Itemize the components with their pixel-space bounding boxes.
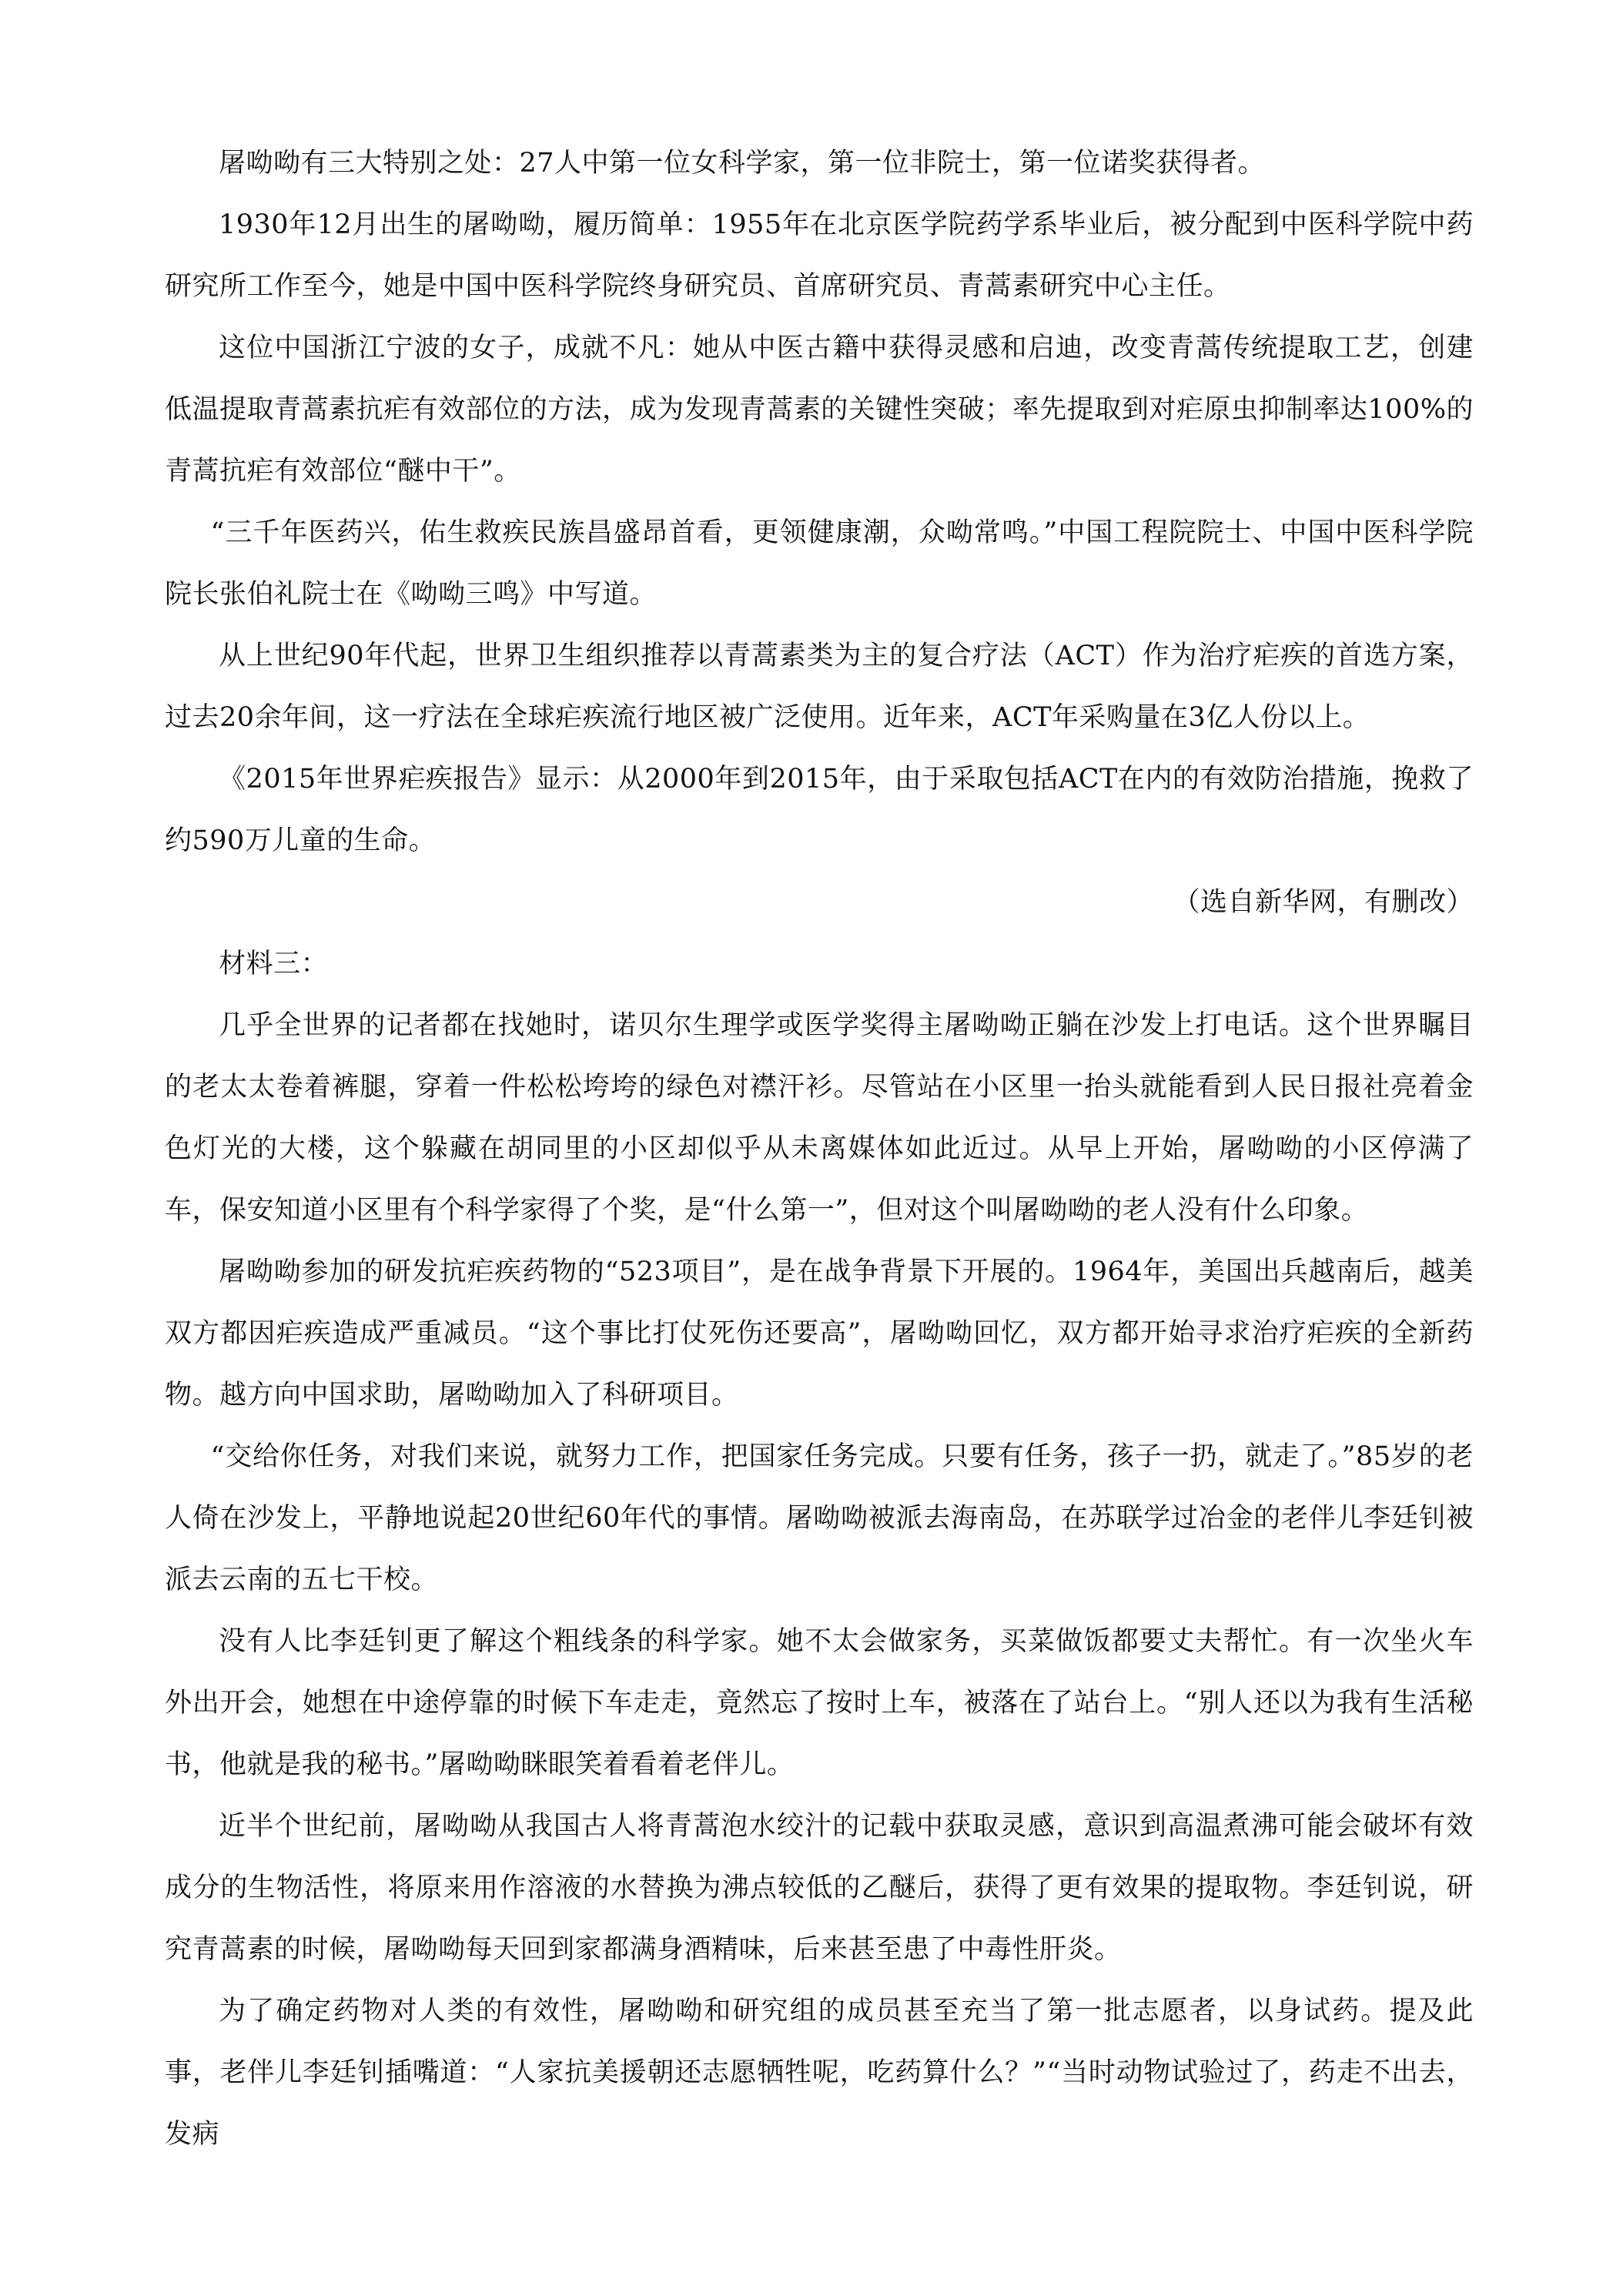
paragraph-volunteers: 为了确定药物对人类的有效性，屠呦呦和研究组的成员甚至充当了第一批志愿者，以身试药。提及此事，老伴儿李廷钊插嘴道：“人家抗美援朝还志愿牺牲呢，吃药算什么？”“当时动物试验过了，药走不出去，发病 <box>165 1996 1474 2150</box>
paragraph-three-firsts: 屠呦呦有三大特别之处：27人中第一位女科学家，第一位非院士，第一位诺奖获得者。 <box>219 148 1266 179</box>
paragraph-inspiration: 近半个世纪前，屠呦呦从我国古人将青蒿泡水绞汁的记载中获取灵感，意识到高温煮沸可能会破坏有效成分的生物活性，将原来用作溶液的水替换为沸点较低的乙醚后，获得了更有效果的提取物。李廷钊说，研究青蒿素的时候，屠呦呦每天回到家都满身酒精味，后来甚至患了中毒性肝炎。 <box>165 1811 1474 1965</box>
paragraph-act-therapy: 从上世纪90年代起，世界卫生组织推荐以青蒿素类为主的复合疗法（ACT）作为治疗疟疾的首选方案，过去20余年间，这一疗法在全球疟疾流行地区被广泛使用。近年来，ACT年采购量在3亿人份以上。 <box>165 641 1474 733</box>
paragraph-malaria-report: 《2015年世界疟疾报告》显示：从2000年到2015年，由于采取包括ACT在内的有效防治措施，挽救了约590万儿童的生命。 <box>165 764 1474 856</box>
paragraph-achievements: 这位中国浙江宁波的女子，成就不凡：她从中医古籍中获得灵感和启迪，改变青蒿传统提取工艺，创建低温提取青蒿素抗疟有效部位的方法，成为发现青蒿素的关键性突破；率先提取到对疟原虫抑制率达100%的青蒿抗疟有效部位“醚中干”。 <box>165 333 1474 487</box>
material-three-heading: 材料三： <box>219 949 329 979</box>
paragraph-reporters: 几乎全世界的记者都在找她时，诺贝尔生理学或医学奖得主屠呦呦正躺在沙发上打电话。这个世界瞩目的老太太卷着裤腿，穿着一件松松垮垮的绿色对襟汗衫。尽管站在小区里一抬头就能看到人民日报社亮着金色灯光的大楼，这个躲藏在胡同里的小区却似乎从未离媒体如此近过。从早上开始，屠呦呦的小区停满了车，保安知道小区里有个科学家得了个奖，是“什么第一”，但对这个叫屠呦呦的老人没有什么印象。 <box>165 1010 1474 1226</box>
paragraph-biography: 1930年12月出生的屠呦呦，履历简单：1955年在北京医学院药学系毕业后，被分配到中医科学院中药研究所工作至今，她是中国中医科学院终身研究员、首席研究员、青蒿素研究中心主任。 <box>165 209 1474 302</box>
paragraph-task-quote: “交给你任务，对我们来说，就努力工作，把国家任务完成。只要有任务，孩子一扔，就走了。”85岁的老人倚在沙发上，平静地说起20世纪60年代的事情。屠呦呦被派去海南岛，在苏联学过冶金的老伴儿李廷钊被派去云南的五七干校。 <box>165 1441 1474 1595</box>
paragraph-poem-quote: “三千年医药兴，佑生救疾民族昌盛昂首看，更领健康潮，众呦常鸣。”中国工程院院士、中国中医科学院院长张伯礼院士在《呦呦三鸣》中写道。 <box>165 517 1474 610</box>
paragraph-project-523: 屠呦呦参加的研发抗疟疾药物的“523项目”，是在战争背景下开展的。1964年，美国出兵越南后，越美双方都因疟疾造成严重减员。“这个事比打仗死伤还要高”，屠呦呦回忆，双方都开始寻求治疗疟疾的全新药物。越方向中国求助，屠呦呦加入了科研项目。 <box>165 1257 1474 1411</box>
source-note: （选自新华网，有删改） <box>1173 887 1474 918</box>
article-body <box>165 132 1474 2165</box>
paragraph-husband: 没有人比李廷钊更了解这个粗线条的科学家。她不太会做家务，买菜做饭都要丈夫帮忙。有一次坐火车外出开会，她想在中途停靠的时候下车走走，竟然忘了按时上车，被落在了站台上。“别人还以为我有生活秘书，他就是我的秘书。”屠呦呦眯眼笑着看着老伴儿。 <box>165 1626 1474 1780</box>
